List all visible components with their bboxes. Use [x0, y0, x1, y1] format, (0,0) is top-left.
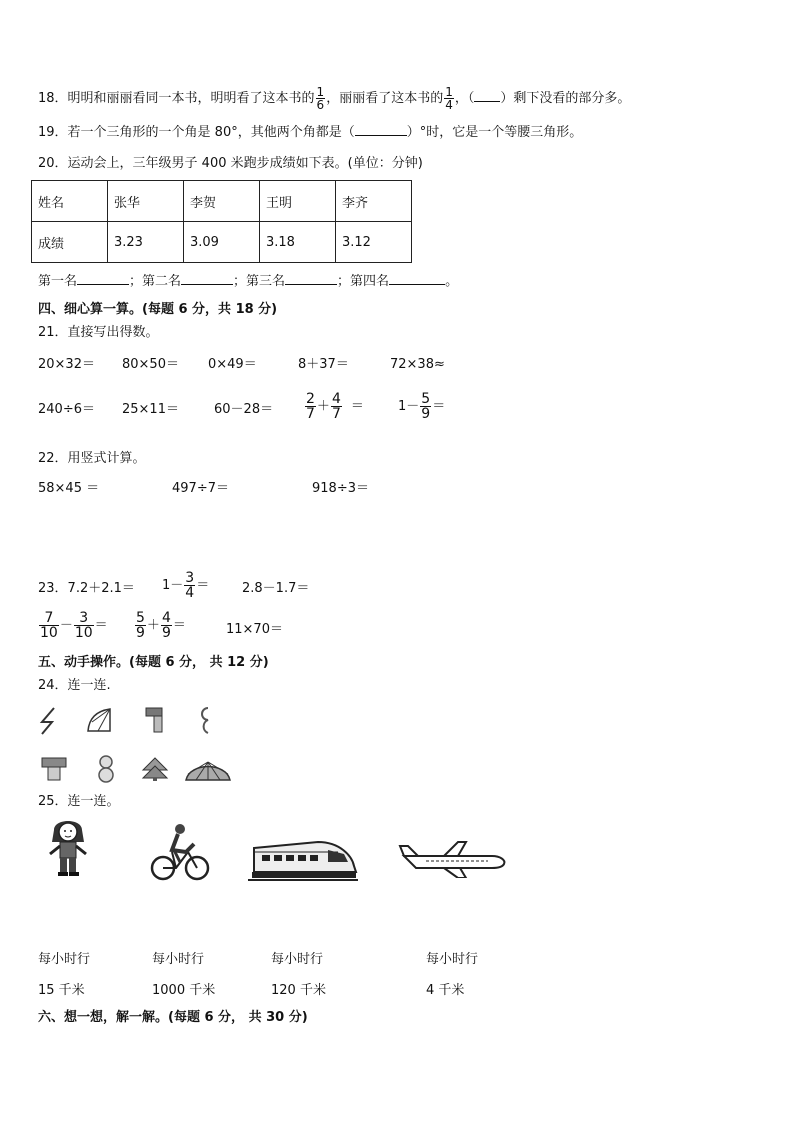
speed-value[interactable]: 120 千米 — [271, 983, 326, 998]
calc-item-fraction-diff: 1－ $\frac{5}{9}$ ＝ — [398, 391, 446, 422]
calc-item: 20×32＝ — [38, 357, 95, 372]
calc-item: 8＋37＝ — [298, 357, 349, 372]
tree-icon[interactable] — [140, 756, 170, 782]
section-6-heading: 六、想一想，解一解。(每题 6 分， 共 30 分) — [38, 1010, 308, 1025]
speed-label: 每小时行 — [271, 952, 324, 967]
calc-item: 60－28＝ — [214, 402, 274, 417]
question-18: 18．明明和丽丽看同一本书，明明看了这本书的 $\frac{1}{6}$ ，丽丽看了这本书的 $\frac{1}{4}$ ，（ ）剩下没看的部分多。 — [38, 85, 631, 112]
speed-value[interactable]: 4 千米 — [426, 983, 465, 998]
mushroom-icon[interactable] — [40, 756, 68, 782]
question-20: 20．运动会上，三年级男子 400 米跑步成绩如下表。(单位：分钟) — [38, 156, 423, 171]
table-row — [32, 222, 412, 263]
calc-item-fraction-diff: $\frac{7}{10}$ － $\frac{3}{10}$ ＝ — [40, 610, 108, 641]
half-mushroom-icon[interactable] — [144, 706, 164, 734]
answer-blank[interactable] — [474, 101, 500, 102]
speed-value[interactable]: 15 千米 — [38, 983, 85, 998]
question-25-title: 25．连一连。 — [38, 794, 120, 809]
table-cell: 张华 — [108, 181, 184, 222]
calc-item: 240÷6＝ — [38, 402, 95, 417]
table-cell: 王明 — [260, 181, 336, 222]
fraction-one-quarter: $\frac{1}{4}$ — [445, 85, 453, 112]
table-cell: 成绩 — [32, 222, 108, 263]
table-cell: 3.23 — [108, 222, 184, 263]
question-24-title: 24．连一连. — [38, 678, 111, 693]
answer-blank[interactable] — [181, 284, 233, 285]
umbrella-icon[interactable] — [184, 758, 232, 782]
table-cell: 李齐 — [336, 181, 412, 222]
score-table — [31, 180, 412, 263]
cyclist-icon[interactable] — [150, 822, 210, 882]
calc-item: 918÷3＝ — [312, 481, 369, 496]
snowman-icon[interactable] — [96, 754, 116, 784]
calc-item: 2.8－1.7＝ — [242, 581, 310, 596]
question-22-title: 22．用竖式计算。 — [38, 451, 146, 466]
girl-icon[interactable] — [46, 816, 90, 878]
question-21-title: 21．直接写出得数。 — [38, 325, 159, 340]
answer-blank[interactable] — [355, 135, 407, 136]
rank-line: 第一名 ；第二名 ；第三名 ；第四名 。 — [38, 274, 459, 289]
calc-item-fraction-sum: $\frac{5}{9}$ ＋ $\frac{4}{9}$ ＝ — [136, 610, 186, 641]
calc-item: 80×50＝ — [122, 357, 179, 372]
calc-item: 0×49＝ — [208, 357, 257, 372]
speed-label: 每小时行 — [426, 952, 479, 967]
table-cell: 3.18 — [260, 222, 336, 263]
speed-value[interactable]: 1000 千米 — [152, 983, 216, 998]
answer-blank[interactable] — [389, 284, 445, 285]
half-umbrella-icon[interactable] — [86, 707, 114, 733]
answer-blank[interactable] — [77, 284, 129, 285]
table-cell: 3.12 — [336, 222, 412, 263]
airplane-icon[interactable] — [396, 838, 508, 878]
table-cell: 姓名 — [32, 181, 108, 222]
section-4-heading: 四、细心算一算。(每题 6 分，共 18 分) — [38, 302, 278, 317]
table-cell: 3.09 — [184, 222, 260, 263]
question-19: 19．若一个三角形的一个角是 80°，其他两个角都是（ ）°时，它是一个等腰三角形。 — [38, 125, 583, 140]
table-cell: 李贺 — [184, 181, 260, 222]
calc-item: 497÷7＝ — [172, 481, 229, 496]
answer-blank[interactable] — [285, 284, 337, 285]
calc-item: 72×38≈ — [390, 357, 445, 372]
calc-item: 58×45 ＝ — [38, 481, 100, 496]
train-icon[interactable] — [248, 828, 358, 882]
calc-item-fraction: 1－ $\frac{3}{4}$ ＝ — [162, 570, 210, 601]
calc-item: 25×11＝ — [122, 402, 179, 417]
calc-item-fraction-sum: $\frac{2}{7}$ ＋ $\frac{4}{7}$ ＝ — [306, 391, 364, 422]
speed-label: 每小时行 — [152, 952, 205, 967]
half-lightning-icon[interactable] — [38, 706, 60, 736]
fraction-one-sixth: $\frac{1}{6}$ — [316, 85, 325, 112]
half-eight-icon[interactable] — [196, 705, 212, 735]
calc-item: 23．7.2＋2.1＝ — [38, 581, 135, 596]
section-5-heading: 五、动手操作。(每题 6 分， 共 12 分) — [38, 655, 269, 670]
table-header-row — [32, 181, 412, 222]
calc-item: 11×70＝ — [226, 622, 283, 637]
speed-label: 每小时行 — [38, 952, 91, 967]
